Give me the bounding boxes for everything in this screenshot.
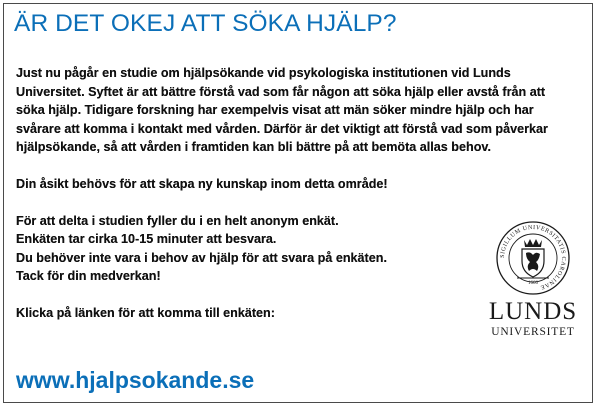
- logo-subtitle: UNIVERSITET: [491, 326, 575, 338]
- lund-university-seal-icon: [495, 220, 571, 296]
- participation-line: Tack för din medverkan!: [16, 269, 161, 284]
- svg-text:1666: 1666: [528, 281, 538, 286]
- click-instruction: Klicka på länken för att komma till enkäten:: [16, 305, 275, 320]
- seal-text: SIGILLUM UNIVERSITATIS CAROLINAE: [499, 224, 567, 291]
- flyer-frame: [3, 3, 593, 403]
- logo-wordmark: LUNDS: [488, 298, 578, 325]
- intro-paragraph: Just nu pågår en studie om hjälpsökande vid psykologiska institutionen vid Lunds Universitet. Syftet är att bättre förstå vad som får någon att söka hjälp eller avstå från att söka hjälp. Tidigare forskning har exempelvis visat att män söker mindre hjälp och har svårare att komma i kontakt med vården. Därför är det viktigt att förstå vad som påverkar hjälpsökande, så att vården i framtiden kan bli bättre på att bemöta allas behov.: [16, 66, 548, 155]
- participation-line: Enkäten tar cirka 10-15 minuter att besvara.: [16, 232, 277, 247]
- survey-link[interactable]: www.hjalpsokande.se: [16, 367, 255, 393]
- participation-line: För att delta i studien fyller du i en helt anonym enkät.: [16, 213, 339, 228]
- participation-line: Du behöver inte vara i behov av hjälp för att svara på enkäten.: [16, 250, 387, 265]
- page-title: ÄR DET OKEJ ATT SÖKA HJÄLP?: [14, 10, 397, 37]
- university-logo: [482, 220, 584, 339]
- needed-line: Din åsikt behövs för att skapa ny kunskap inom detta område!: [16, 176, 388, 191]
